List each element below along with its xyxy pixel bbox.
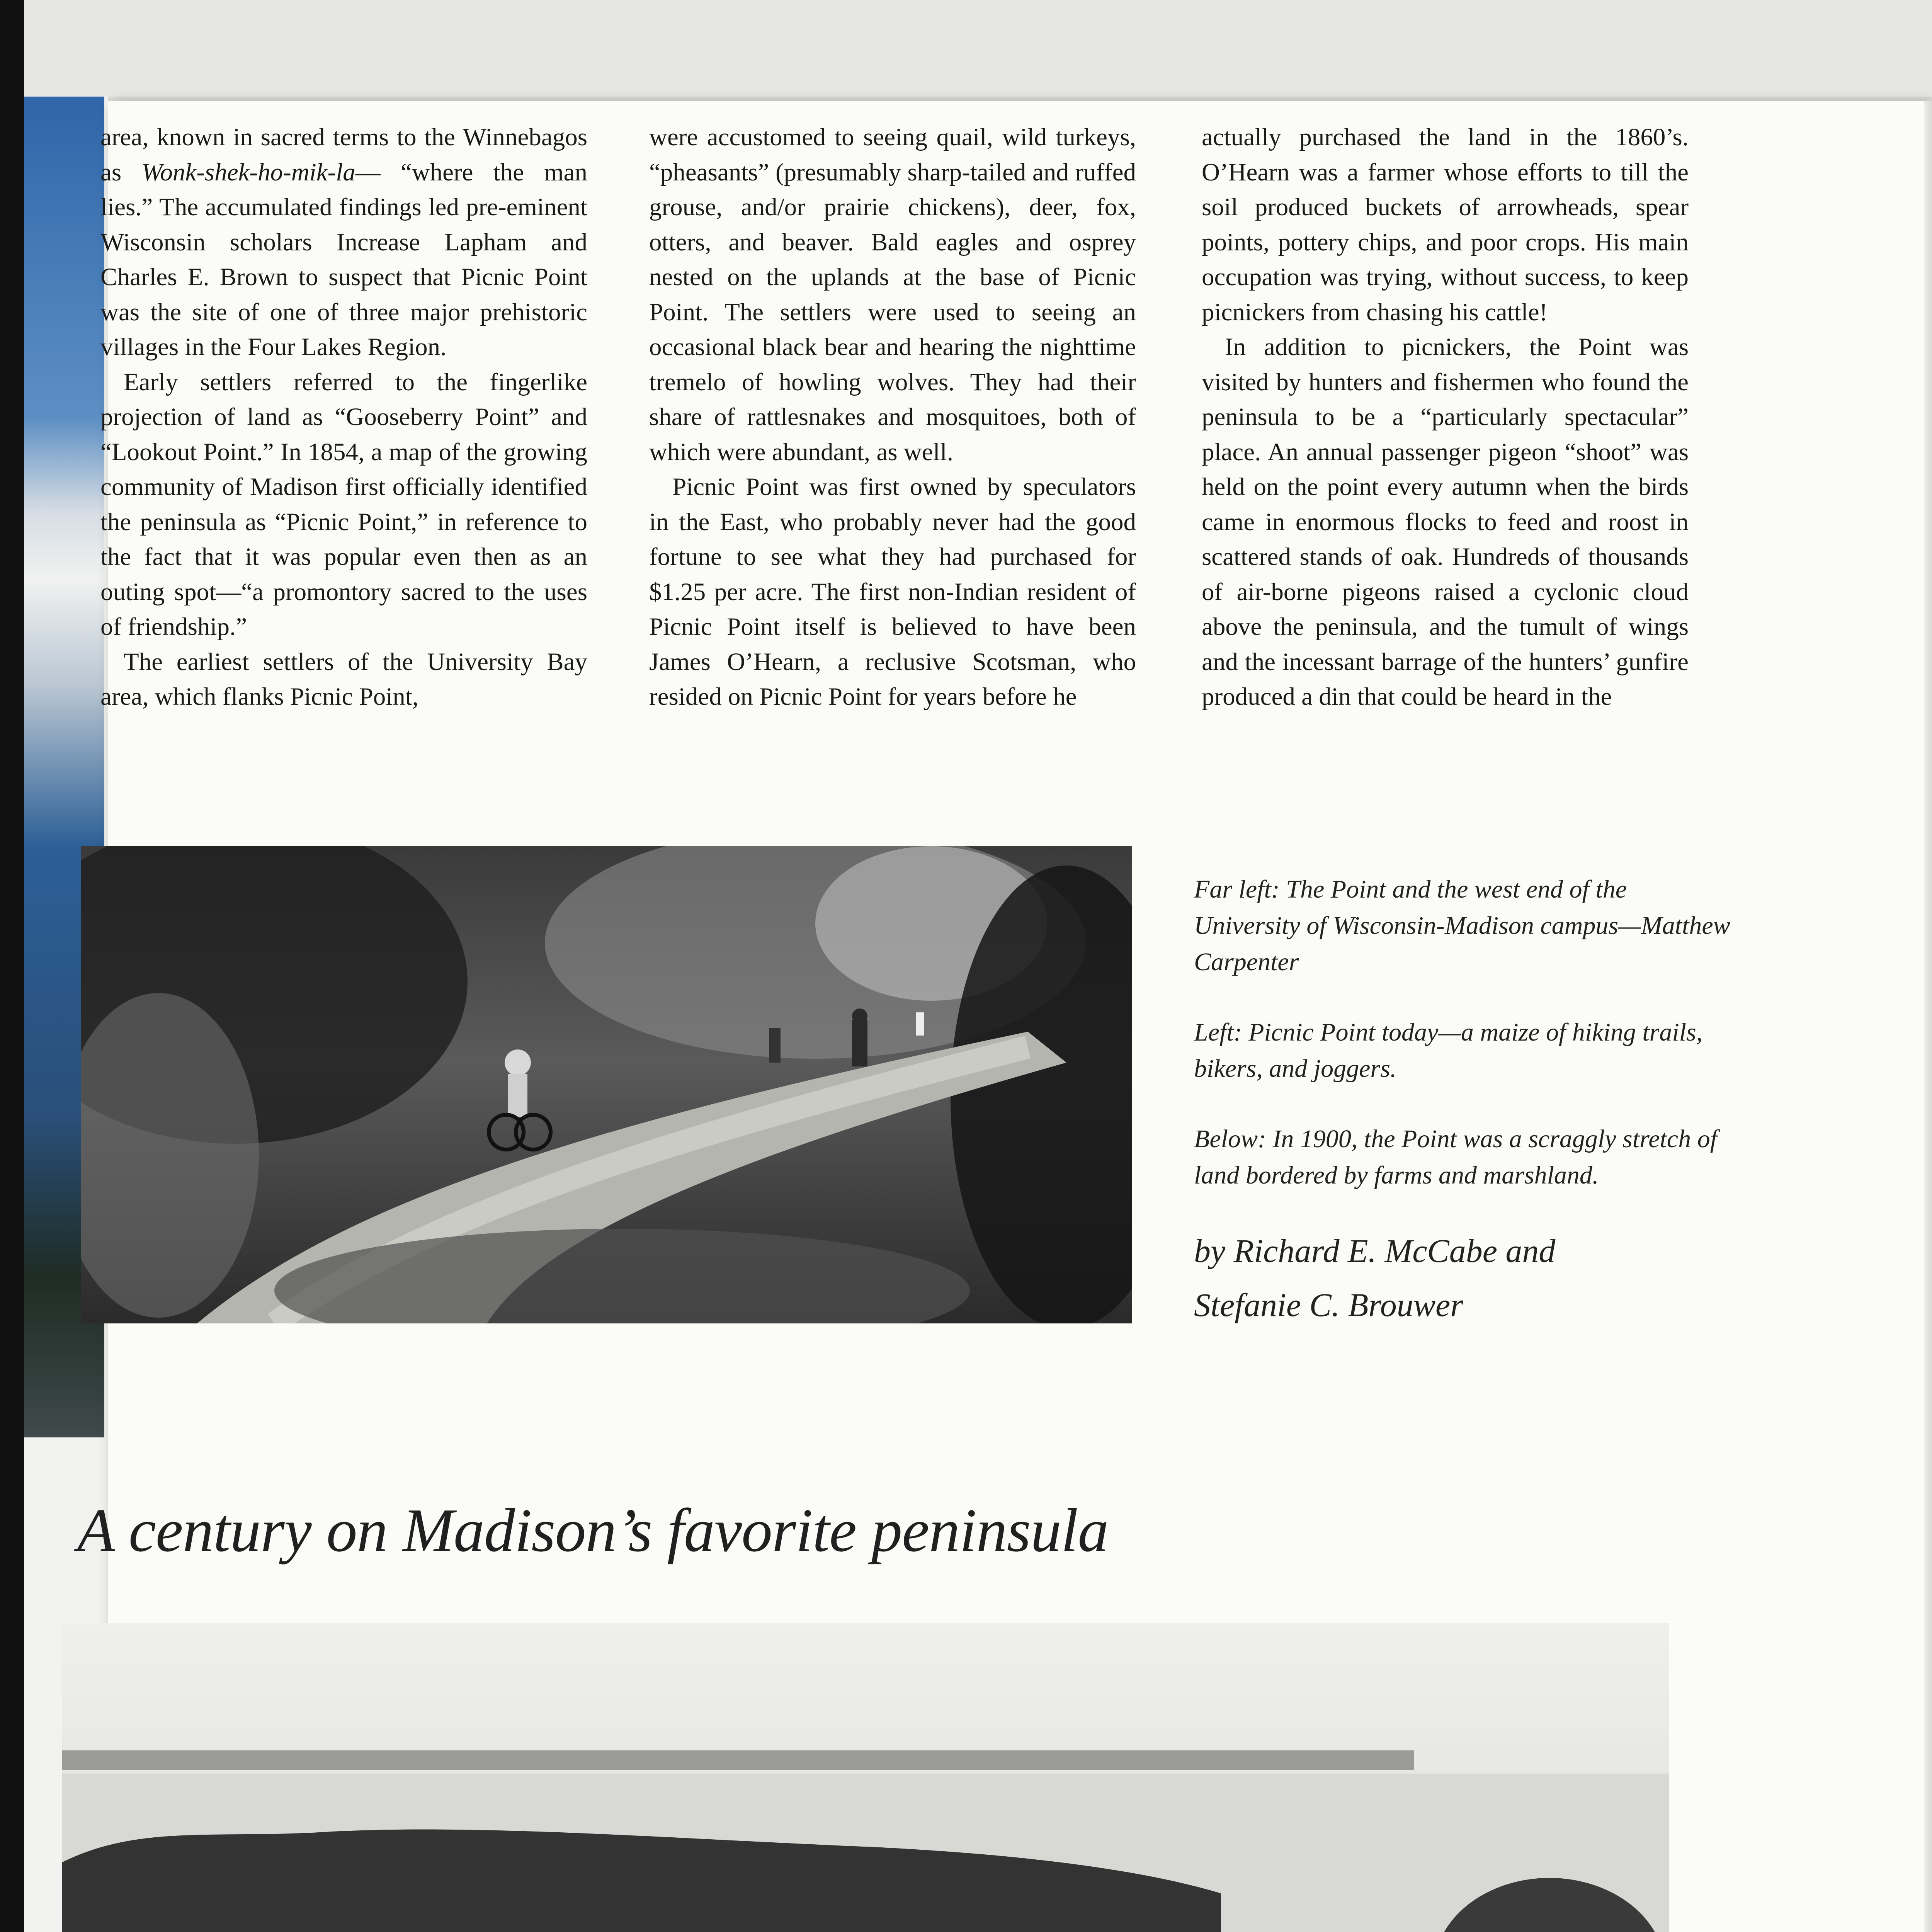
article-headline: A century on Madison’s favorite peninsula [77, 1496, 1109, 1565]
byline [1194, 1224, 1735, 1332]
binding-shadow [0, 0, 24, 1932]
scan-background [0, 0, 1932, 97]
article-column-1 [100, 120, 587, 714]
winnebago-term: Wonk-shek-ho-mik-la [141, 158, 355, 186]
caption-far-left: Far left: The Point and the west end of the University of Wisconsin-Madison campus—Matthew Carpenter [1194, 875, 1730, 976]
caption-block [1194, 871, 1735, 1332]
column2-paragraph-2: Picnic Point was first owned by speculators in the East, who probably never had the good fortune to see what they had purchased for $1.25 per acre. The first non-Indian resident of Picnic Point itself is believed to have been James O’Hearn, a reclusive Scotsman, who resided on Picnic Point for years before he [649, 473, 1136, 711]
column1-paragraph-3: The earliest settlers of the University Bay area, which flanks Picnic Point, [100, 648, 587, 711]
column3-paragraph-2: In addition to picnickers, the Point was visited by hunters and fishermen who found the peninsula to be a “particularly spectacular” place. An annual passenger pigeon “shoot” was held on the point every autumn when the birds came in enormous flocks to feed and roost in scattered stands of oak. Hundreds of thousands of air-borne pigeons raised a cyclonic cloud above the peninsula, and the tumult of wings and the incessant barrage of the hunters’ gunfire produced a din that could be heard in the [1202, 333, 1689, 711]
article-column-2 [649, 120, 1136, 714]
caption-left: Left: Picnic Point today—a maize of hiking trails, bikers, and joggers. [1194, 1018, 1703, 1083]
column1-paragraph-2: Early settlers referred to the fingerlike projection of land as “Gooseberry Point” and “Lookout Point.” In 1854, a map of the growing community of Madison first officially identified the peninsula as “Picnic Point,” in reference to the fact that it was popular even then as an outing spot—“a promontory sacred to the uses of friendship.” [100, 368, 587, 641]
byline-line-2: Stefanie C. Brouwer [1194, 1286, 1463, 1323]
buggy-photo-image [62, 1623, 1669, 1932]
caption-below: Below: In 1900, the Point was a scraggly stretch of land bordered by farms and marshland. [1194, 1125, 1718, 1189]
buggy-photo [62, 1623, 1669, 1932]
trail-photo-image [81, 846, 1132, 1323]
article-column-3 [1202, 120, 1689, 714]
page-edge [1924, 101, 1932, 1932]
column3-paragraph-1: actually purchased the land in the 1860’s. O’Hearn was a farmer whose efforts to till the soil produced buckets of arrowheads, spear points, pottery chips, and poor crops. His main occupation was trying, without success, to keep picnickers from chasing his cattle! [1202, 123, 1689, 326]
byline-line-1: by Richard E. McCabe and [1194, 1232, 1556, 1269]
trail-photo [81, 846, 1132, 1323]
column1-paragraph-1: area, known in sacred terms to the Winnebagos as Wonk-shek-ho-mik-la— “where the man lies.” The accumulated findings led pre-eminent Wisconsin scholars Increase Lapham and Charles E. Brown to suspect that Picnic Point was the site of one of three major prehistoric villages in the Four Lakes Region. [100, 123, 587, 361]
column2-paragraph-1: were accustomed to seeing quail, wild turkeys, “pheasants” (presumably sharp-tailed and ruffed grouse, and/or prairie chickens), deer, fox, otters, and beaver. Bald eagles and osprey nested on the uplands at the base of Picnic Point. The settlers were used to seeing an occasional black bear and hearing the nighttime tremelo of howling wolves. They had their share of rattlesnakes and mosquitoes, both of which were abundant, as well. [649, 123, 1136, 466]
